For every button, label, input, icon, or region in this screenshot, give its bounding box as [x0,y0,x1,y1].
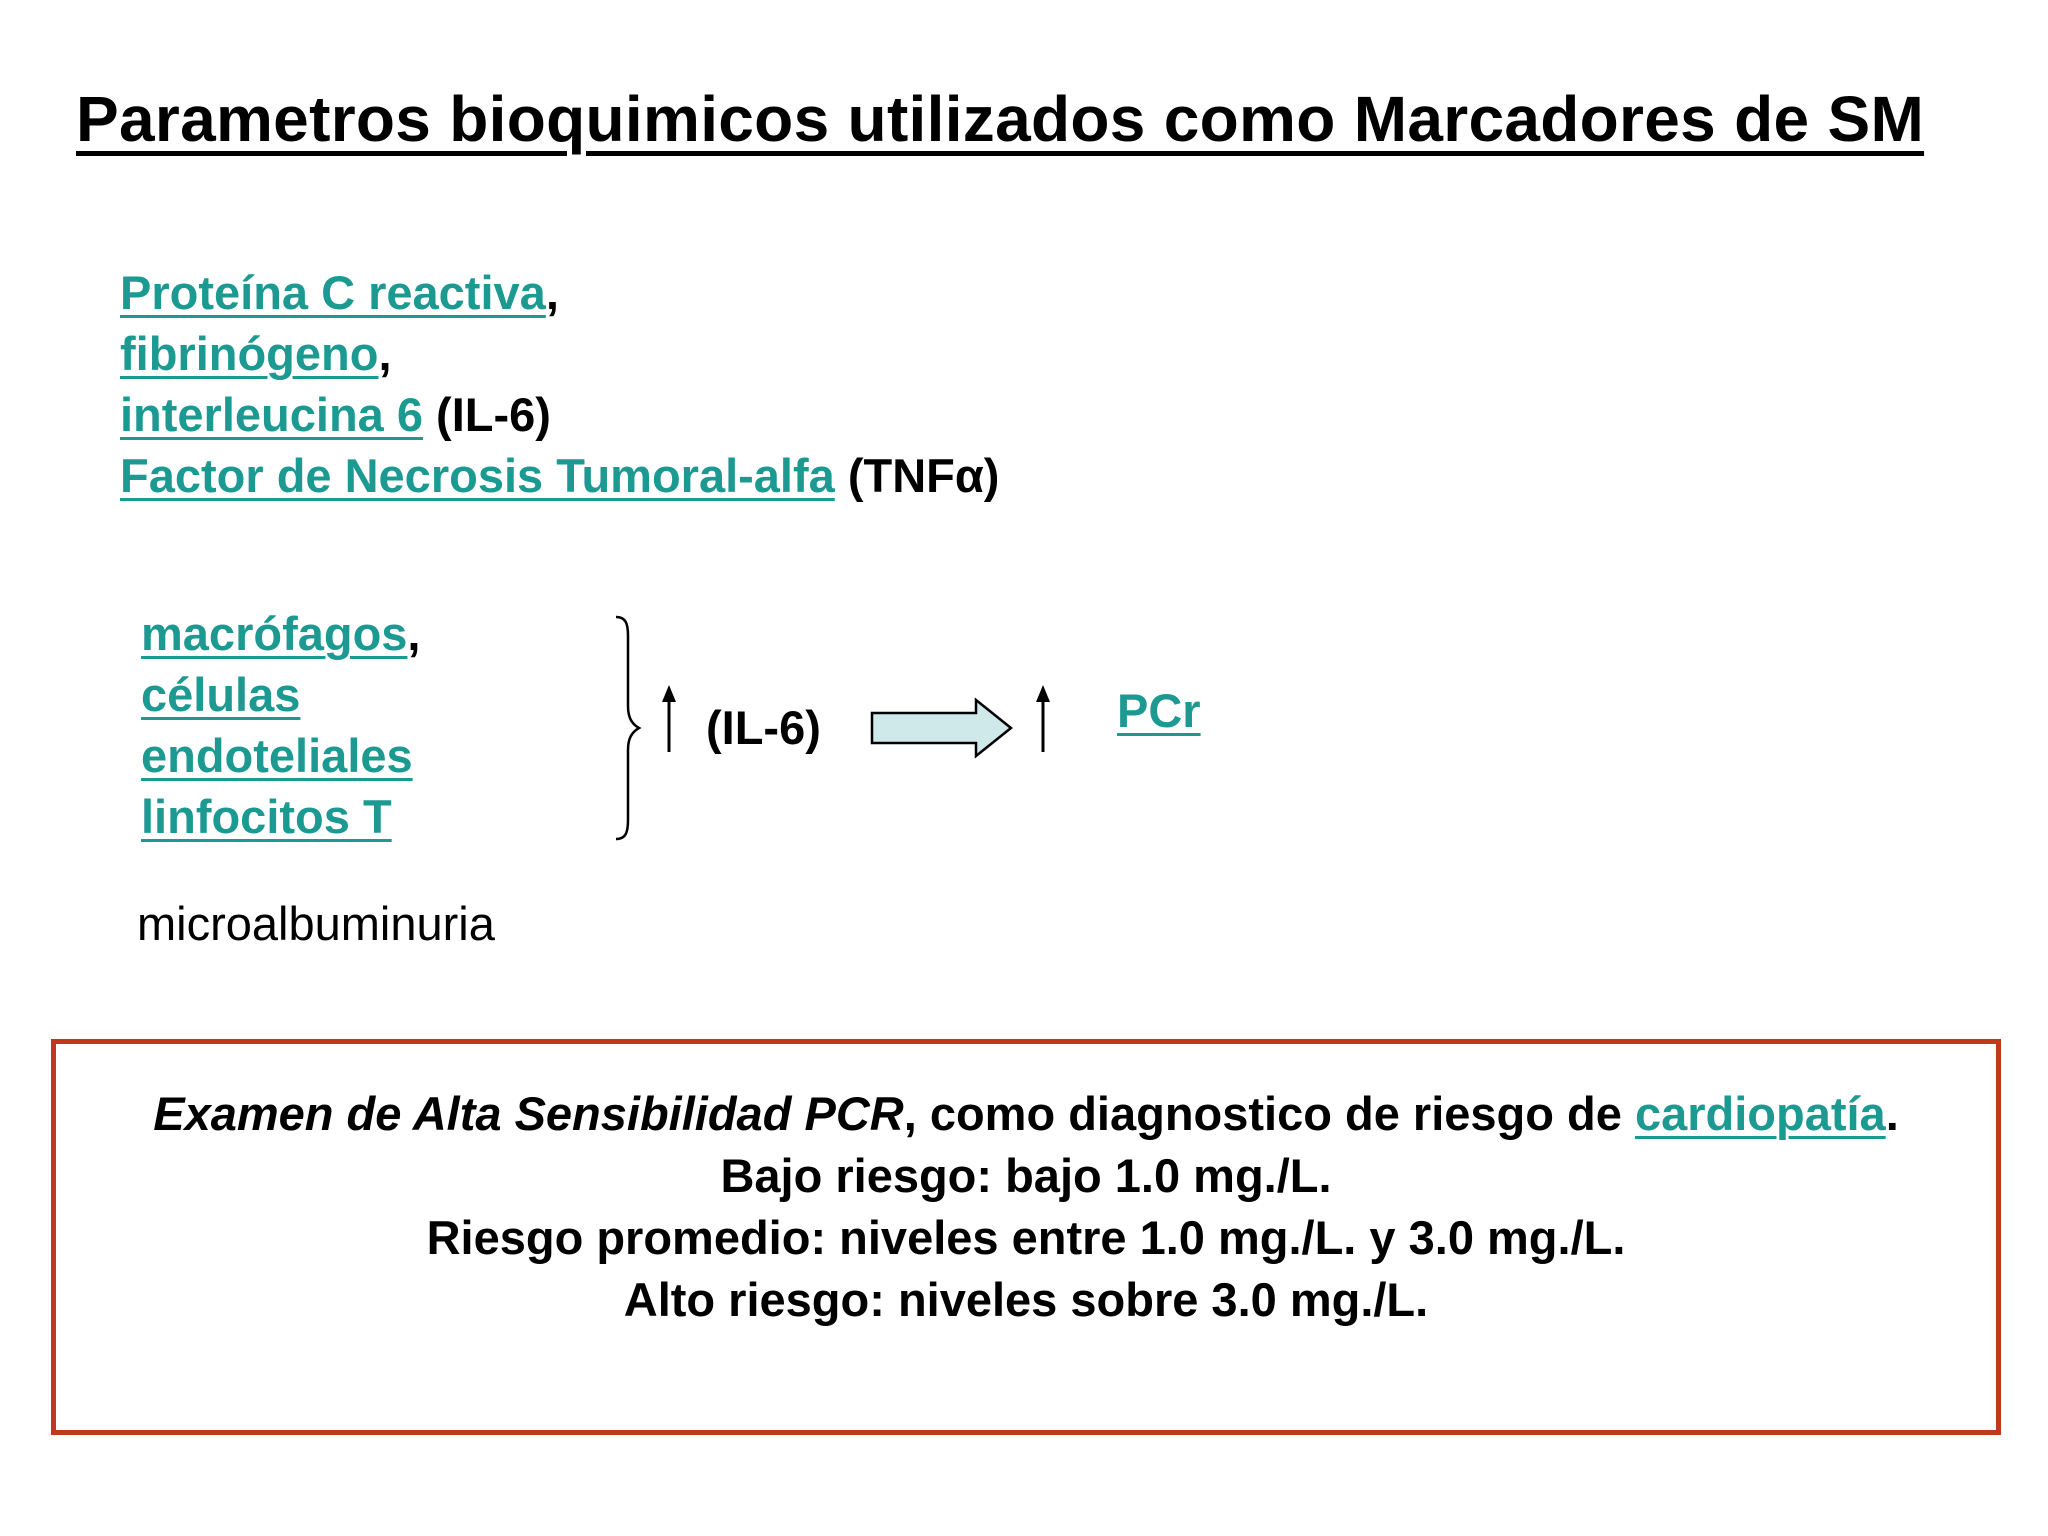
macrofagos-link[interactable]: macrófagos [141,607,408,660]
macrofagos-suffix: , [407,607,421,660]
right-arrow-icon [872,700,1011,756]
tnf-suffix: (TNFα) [834,449,1000,502]
cell-item-linfocitos [141,786,420,847]
increase-arrow-icon-2 [1036,685,1050,752]
slide-title: Parametros bioquimicos utilizados como Marcadores de SM [76,83,1925,155]
cell-item-endoteliales [141,725,420,786]
exam-description: , como diagnostico de riesgo de [903,1087,1635,1140]
risk-line-high: Alto riesgo: niveles sobre 3.0 mg./L. [623,1273,1429,1326]
markers-list [120,262,999,506]
endoteliales-link[interactable]: endoteliales [141,729,413,782]
risk-line-medium: Riesgo promedio: niveles entre 1.0 mg./L. y 3.0 mg./L. [426,1211,1626,1264]
exam-name: Examen de Alta Sensibilidad PCR [153,1087,904,1140]
pcr-label [1117,683,1201,738]
linfocitos-link[interactable]: linfocitos T [141,790,392,843]
cell-item-macrofagos [141,603,420,664]
il6-label: (IL-6) [706,701,821,754]
marker-item-fibrinogeno [120,323,999,384]
microalbuminuria-text: microalbuminuria [137,897,495,950]
cells-list [141,603,420,847]
pcr-link[interactable]: Proteína C reactiva [120,266,546,319]
fibrinogeno-link[interactable]: fibrinógeno [120,327,379,380]
tnf-link[interactable]: Factor de Necrosis Tumoral-alfa [120,449,835,502]
il6-suffix: (IL-6) [423,388,551,441]
risk-line-low: Bajo riesgo: bajo 1.0 mg./L. [720,1149,1332,1202]
line1-end: . [1885,1087,1899,1140]
fibrinogeno-suffix: , [378,327,392,380]
cell-item-celulas [141,664,420,725]
pcr-suffix: , [545,266,559,319]
marker-item-il6 [120,384,999,445]
celulas-link[interactable]: células [141,668,301,721]
risk-line-1 [51,1083,2001,1145]
curly-brace-icon [616,617,639,839]
pcr-result-link[interactable]: PCr [1117,684,1201,737]
risk-info-text [51,1083,2001,1331]
il6-link[interactable]: interleucina 6 [120,388,423,441]
increase-arrow-icon [662,685,676,752]
marker-item-tnf [120,445,999,506]
cardiopatia-link[interactable]: cardiopatía [1634,1087,1886,1140]
marker-item-pcr [120,262,999,323]
